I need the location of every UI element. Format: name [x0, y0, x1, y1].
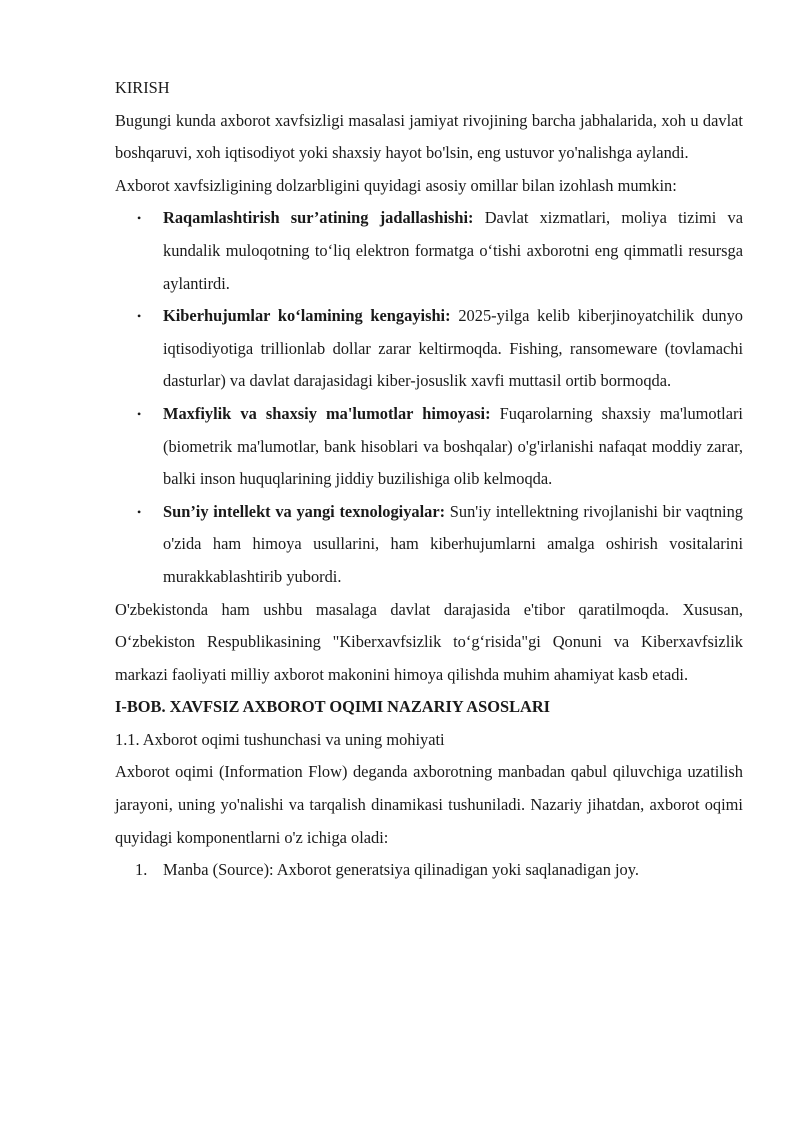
list-item-title: Sun’iy intellekt va yangi texnologiyalar:	[163, 501, 446, 521]
bullet-icon: •	[137, 504, 142, 519]
paragraph-1: Bugungi kunda axborot xavfsizligi masalasi jamiyat rivojining barcha jabhalarida, xoh u davlat boshqaruvi, xoh iqtisodiyot yoki shaxsiy hayot bo'lsin, eng ustuvor yo'nalishga aylandi.	[115, 110, 743, 163]
list-item-text: Manba (Source): Axborot generatsiya qilinadigan yoki saqlanadigan joy.	[163, 860, 639, 880]
bullet-icon: •	[137, 309, 142, 324]
list-item-title: Raqamlashtirish sur’atining jadallashishi:	[163, 208, 474, 228]
list-item-title: Maxfiylik va shaxsiy ma'lumotlar himoyasi:	[163, 403, 491, 423]
components-list	[115, 854, 743, 887]
bullet-icon: •	[137, 406, 142, 421]
chapter-title: I-BOB. XAVFSIZ AXBOROT OQIMI NAZARIY ASOSLARI	[115, 697, 551, 717]
paragraph-2: Axborot xavfsizligining dolzarbligini quyidagi asosiy omillar bilan izohlash mumkin:	[115, 175, 677, 195]
paragraph-4: Axborot oqimi (Information Flow) deganda axborotning manbadan qabul qiluvchiga uzatilish jarayoni, uning yo'nalishi va tarqalish dinamikasi tushuniladi. Nazariy jihatdan, axborot oqimi quyidagi komponentlarni o'z ichiga oladi:	[115, 762, 743, 847]
bullet-icon: •	[137, 211, 142, 226]
list-item	[115, 300, 743, 398]
list-item	[115, 496, 743, 594]
factors-list	[115, 202, 743, 593]
list-item-text: Sun'iy intellektning rivojlanishi bir vaqtning o'zida ham himoya usullarini, ham kiberhujumlarni amalga oshirish vositalarini murakkablashtirib yubordi.	[163, 501, 743, 586]
intro-heading: KIRISH	[115, 78, 170, 97]
section-title: 1.1. Axborot oqimi tushunchasi va uning mohiyati	[115, 729, 445, 749]
list-item	[115, 202, 743, 300]
list-item	[115, 398, 743, 496]
paragraph-3: O'zbekistonda ham ushbu masalaga davlat darajasida e'tibor qaratilmoqda. Xususan, O‘zbekiston Respublikasining "Kiberxavfsizlik to‘g‘risida"gi Qonuni va Kiberxavfsizlik markazi faoliyati milliy axborot makonini himoya qilishda muhim ahamiyat kasb etadi.	[115, 599, 743, 684]
list-item-text: Fuqarolarning shaxsiy ma'lumotlari (biometrik ma'lumotlar, bank hisoblari va boshqalar) o'g'irlanishi nafaqat moddiy zarar, balki inson huquqlarining jiddiy buzilishiga olib kelmoqda.	[163, 403, 743, 489]
list-item-text: Davlat xizmatlari, moliya tizimi va kundalik muloqotning to‘liq elektron formatga o‘tishi axborotni eng qimmatli resursga aylantirdi.	[163, 208, 743, 293]
list-item-title: Kiberhujumlar ko‘lamining kengayishi:	[163, 306, 451, 326]
list-item-text: 2025-yilga kelib kiberjinoyatchilik dunyo iqtisodiyotiga trillionlab dollar zarar keltirmoqda. Fishing, ransomeware (tovlamachi dasturlar) va davlat darajasidagi kiber-josuslik xavfi muttasil ortib bormoqda.	[163, 306, 743, 391]
list-item	[115, 854, 743, 887]
list-item-number: 1.	[135, 860, 148, 880]
document-page	[115, 72, 743, 887]
